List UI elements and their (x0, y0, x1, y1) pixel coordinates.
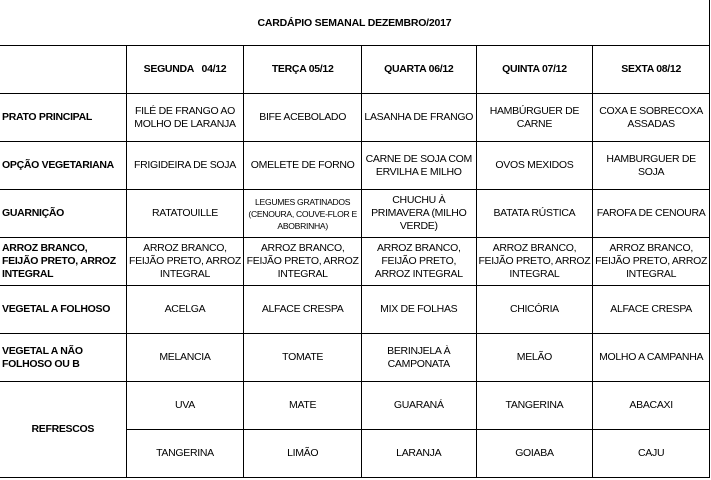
row-label: OPÇÃO VEGETARIANA (0, 142, 126, 190)
row-label: VEGETAL A FOLHOSO (0, 286, 126, 334)
empty-corner-cell (0, 46, 126, 94)
menu-cell: MIX DE FOLHAS (361, 286, 476, 334)
menu-cell: CHICÓRIA (476, 286, 593, 334)
refresco-cell: MATE (244, 382, 362, 430)
day-header: SEGUNDA 04/12 (126, 46, 244, 94)
menu-row (0, 142, 710, 190)
refresco-cell: TANGERINA (126, 430, 244, 478)
day-header: QUARTA 06/12 (361, 46, 476, 94)
menu-cell: BIFE ACEBOLADO (244, 94, 362, 142)
day-header: SEXTA 08/12 (593, 46, 710, 94)
menu-cell: ARROZ BRANCO, FEIJÃO PRETO, ARROZ INTEGRAL (244, 238, 362, 286)
menu-cell: ARROZ BRANCO, FEIJÃO PRETO, ARROZ INTEGRAL (361, 238, 476, 286)
refresco-cell: GUARANÁ (361, 382, 476, 430)
menu-cell: CHUCHU À PRIMAVERA (MILHO VERDE) (361, 190, 476, 238)
refresco-cell: CAJU (593, 430, 710, 478)
menu-cell: FRIGIDEIRA DE SOJA (126, 142, 244, 190)
menu-cell: MOLHO A CAMPANHA (593, 334, 710, 382)
menu-cell: LEGUMES GRATINADOS (CENOURA, COUVE-FLOR E ABOBRINHA) (244, 190, 362, 238)
row-label: ARROZ BRANCO, FEIJÃO PRETO, ARROZ INTEGRAL (0, 238, 126, 286)
menu-cell: ARROZ BRANCO, FEIJÃO PRETO, ARROZ INTEGRAL (476, 238, 593, 286)
menu-cell: ACELGA (126, 286, 244, 334)
refresco-cell: LIMÃO (244, 430, 362, 478)
menu-cell: RATATOUILLE (126, 190, 244, 238)
menu-cell: CARNE DE SOJA COM ERVILHA E MILHO (361, 142, 476, 190)
refresco-cell: LARANJA (361, 430, 476, 478)
menu-row (0, 334, 710, 382)
menu-cell: FILÉ DE FRANGO AO MOLHO DE LARANJA (126, 94, 244, 142)
menu-cell: ALFACE CRESPA (244, 286, 362, 334)
refresco-cell: ABACAXI (593, 382, 710, 430)
row-label: REFRESCOS (0, 382, 126, 478)
day-header: TERÇA 05/12 (244, 46, 362, 94)
menu-cell: MELANCIA (126, 334, 244, 382)
menu-cell: BATATA RÚSTICA (476, 190, 593, 238)
menu-row (0, 286, 710, 334)
menu-cell: ARROZ BRANCO, FEIJÃO PRETO, ARROZ INTEGRAL (126, 238, 244, 286)
menu-cell: TOMATE (244, 334, 362, 382)
menu-title: CARDÁPIO SEMANAL DEZEMBRO/2017 (0, 0, 710, 45)
refrescos-row (0, 382, 710, 430)
menu-row (0, 190, 710, 238)
menu-row (0, 238, 710, 286)
menu-cell: LASANHA DE FRANGO (361, 94, 476, 142)
menu-cell: HAMBÚRGUER DE CARNE (476, 94, 593, 142)
row-label: PRATO PRINCIPAL (0, 94, 126, 142)
refresco-cell: GOIABA (476, 430, 593, 478)
header-row (0, 46, 710, 94)
menu-cell: OVOS MEXIDOS (476, 142, 593, 190)
day-header: QUINTA 07/12 (476, 46, 593, 94)
menu-cell: MELÃO (476, 334, 593, 382)
menu-row (0, 94, 710, 142)
menu-cell: ALFACE CRESPA (593, 286, 710, 334)
menu-cell: BERINJELA À CAMPONATA (361, 334, 476, 382)
menu-cell: COXA E SOBRECOXA ASSADAS (593, 94, 710, 142)
menu-cell: ARROZ BRANCO, FEIJÃO PRETO, ARROZ INTEGRAL (593, 238, 710, 286)
row-label: VEGETAL A NÃO FOLHOSO OU B (0, 334, 126, 382)
refresco-cell: UVA (126, 382, 244, 430)
menu-cell: FAROFA DE CENOURA (593, 190, 710, 238)
row-label: GUARNIÇÃO (0, 190, 126, 238)
menu-cell: HAMBURGUER DE SOJA (593, 142, 710, 190)
weekly-menu-table (0, 45, 710, 478)
refresco-cell: TANGERINA (476, 382, 593, 430)
menu-cell: OMELETE DE FORNO (244, 142, 362, 190)
